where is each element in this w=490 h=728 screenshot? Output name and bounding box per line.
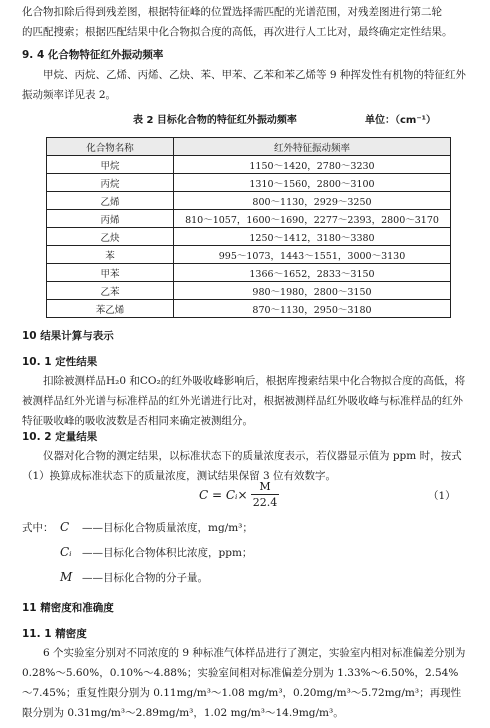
compound-cell: 乙烯 [47,192,174,210]
formula-number: （1） [428,490,456,502]
frequency-table [46,137,451,318]
frequency-cell: 870～1130，2950～3180 [174,300,451,318]
intro-line-2: 的匹配搜索；根据匹配结果中化合物拟合度的高低，再次进行人工比对，最终确定定性结果。 [22,26,453,38]
table-row [47,246,451,264]
compound-cell: 苯乙烯 [47,300,174,318]
definition-label: 式中： [22,522,54,534]
compound-cell: 乙炔 [47,228,174,246]
header-frequency: 红外特征振动频率 [174,138,451,156]
compound-cell: 丙烷 [47,174,174,192]
frequency-cell: 1150～1420，2780～3230 [174,156,451,174]
compound-cell: 甲苯 [47,264,174,282]
table-header-row [47,138,451,156]
compound-cell: 甲烷 [47,156,174,174]
definition-text: ——目标化合物质量浓度，mg/m³； [82,522,253,534]
definition-symbol: C [60,520,70,534]
formula-lhs: C = Cᵢ× [199,488,248,502]
frequency-cell: 810～1057，1600～1690，2277～2393，2800～3170 [174,210,451,228]
section-11-1-paragraph: 6 个实验室分别对不同浓度的 9 种标准气体样品进行了测定，实验室内相对标准偏差分别为 0.28%～5.60%，0.10%～4.88%；实验室间相对标准偏差分别为 1.33%～6.50%，2.54%～7.45%；重复性限分别为 0.11mg/m³～1.08 mg/m³，0.20mg/m³～5.72mg/m³；再现性限分别为 0.31mg/m³～2.89mg/m³，1.02 mg/m³～14.9mg/m³。 [22,647,466,719]
section-10-2-paragraph: 仪器对化合物的测定结果，以标准状态下的质量浓度表示，若仪器显示值为 ppm 时，按式（1）换算成标准状态下的质量浓度，测试结果保留 3 位有效数字。 [22,450,462,482]
table-row [47,174,451,192]
intro-line-1: 化合物扣除后得到残差图，根据特征峰的位置选择需匹配的光谱范围，对残差图进行第二轮 [22,6,442,18]
definition-row [22,544,252,561]
definition-row [22,569,208,586]
header-compound: 化合物名称 [47,138,174,156]
table-row [47,156,451,174]
definition-text: ——目标化合物体积比浓度，ppm； [82,547,253,559]
definition-symbol: M [60,570,73,584]
frequency-cell: 800～1130，2929～3250 [174,192,451,210]
section-11-heading: 11 精密度和准确度 [22,602,114,614]
frequency-cell: 1250～1412，3180～3380 [174,228,451,246]
formula-denominator: 22.4 [252,496,278,509]
section-10-2-heading: 10. 2 定量结果 [22,431,98,443]
table-row [47,282,451,300]
section-9-4-heading: 9. 4 化合物特征红外振动频率 [22,49,164,61]
definition-row [22,519,253,536]
formula-numerator: M [251,479,279,495]
table-row [47,300,451,318]
section-9-4-paragraph: 甲烷、丙烷、乙烯、丙烯、乙炔、苯、甲苯、乙苯和苯乙烯等 9 种挥发性有机物的特征红外振动频率详见表 2。 [22,69,466,101]
definition-text: ——目标化合物的分子量。 [82,572,208,584]
table-row [47,192,451,210]
section-10-heading: 10 结果计算与表示 [22,330,114,342]
section-11-1-heading: 11. 1 精密度 [22,628,87,640]
compound-cell: 苯 [47,246,174,264]
table-row [47,210,451,228]
frequency-cell: 1366～1652，2833～3150 [174,264,451,282]
frequency-cell: 1310～1560，2800～3100 [174,174,451,192]
compound-cell: 丙烯 [47,210,174,228]
formula-fraction [251,479,279,510]
table-2-unit: 单位：（cm⁻¹） [365,115,437,126]
formula [199,479,299,517]
definition-symbol: Cᵢ [60,545,72,559]
table-2-caption: 表 2 目标化合物的特征红外振动频率 [133,115,297,126]
section-10-1-heading: 10. 1 定性结果 [22,356,98,368]
table-row [47,228,451,246]
frequency-cell: 995～1073，1443～1551，3000～3130 [174,246,451,264]
table-row [47,264,451,282]
section-10-1-paragraph: 扣除被测样品H₂0 和CO₂的红外吸收峰影响后，根据库搜索结果中化合物拟合度的高低，将被测样品红外光谱与标准样品的红外光谱进行比对，根据被测样品红外吸收峰与标准样品的红外特征吸收峰的吸收波数是否相同来确定被测组分。 [22,375,466,427]
frequency-cell: 980～1980，2800～3150 [174,282,451,300]
compound-cell: 乙苯 [47,282,174,300]
